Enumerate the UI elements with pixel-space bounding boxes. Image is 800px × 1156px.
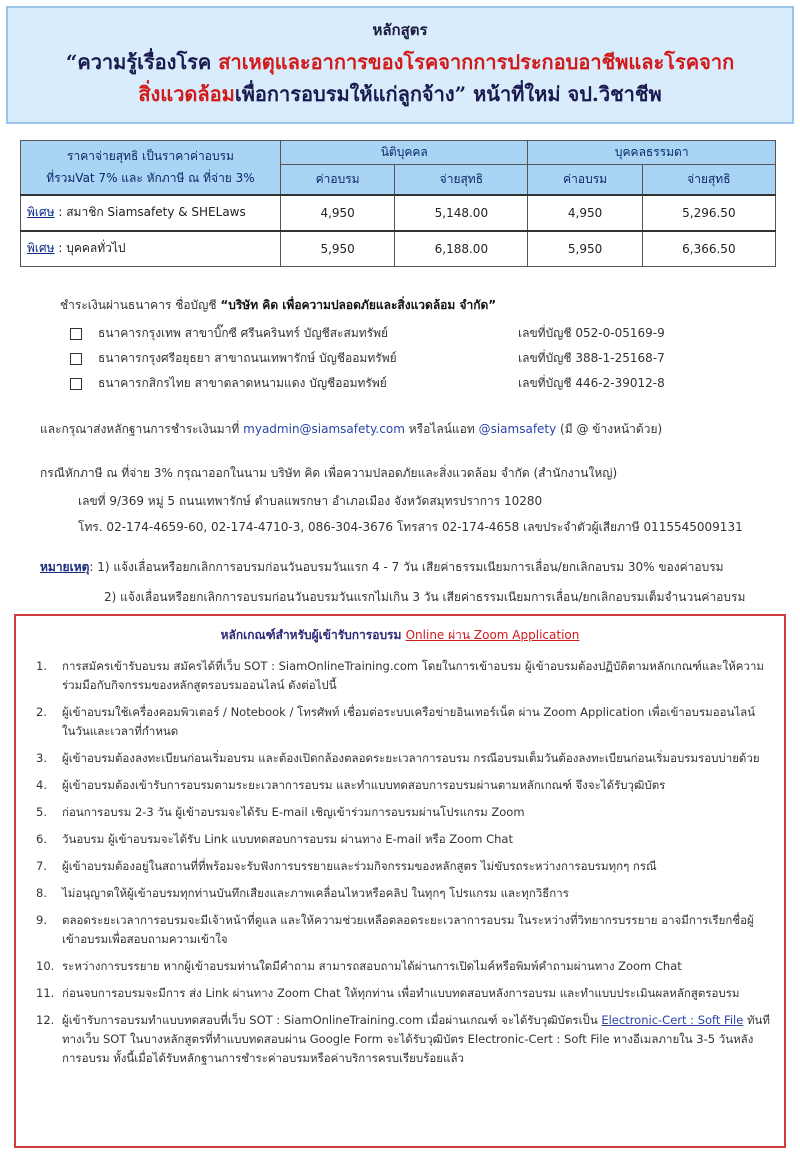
rules-title: [30, 626, 770, 645]
item-text: ก่อนการอบรม 2-3 วัน ผู้เข้าอบรมจะได้รับ E-mail เชิญเข้าร่วมการอบรมผ่านโปรแกรม Zoom: [62, 805, 525, 819]
row-label-text: : บุคคลทั่วไป: [54, 241, 126, 256]
item-text: การสมัครเข้ารับอบรม สมัครได้ที่เว็บ SOT : SiamOnlineTraining.com โดยในการเข้าอบรม ผู้เข้าอบรมต้องปฏิบัติตามหลักเกณฑ์และให้ความร่วมมือกับกิจกรรมของหลักสูตรอบรมออนไลน์ ดังต่อไปนี้: [62, 659, 764, 692]
col-fee: ค่าอบรม: [528, 165, 642, 195]
item-number: 4.: [36, 778, 47, 792]
cell: 5,148.00: [395, 195, 528, 231]
evidence-line: [40, 420, 662, 439]
bank-account: เลขที่บัญชี 388-1-25168-7: [518, 351, 665, 365]
item-text: ก่อนจบการอบรมจะมีการ ส่ง Link ผ่านทาง Zoom Chat ให้ทุกท่าน เพื่อทำแบบทดสอบหลังการอบรม และทำแบบประเมินผลหลักสูตรอบรม: [62, 986, 740, 1000]
list-item: [30, 657, 770, 695]
cell: 6,366.50: [642, 231, 775, 267]
price-note-line2: ที่รวมVat 7% และ หักภาษี ณ ที่จ่าย 3%: [46, 171, 255, 186]
table-row: [21, 231, 776, 267]
col-net: จ่ายสุทธิ: [642, 165, 775, 195]
course-header: [6, 6, 794, 124]
list-item: [30, 803, 770, 822]
item-number: 5.: [36, 805, 47, 819]
list-item: [30, 857, 770, 876]
checkbox-icon: [70, 378, 82, 390]
ecert-link[interactable]: Electronic-Cert : Soft File: [601, 1013, 744, 1027]
item-number: 12.: [36, 1013, 55, 1027]
bank-item: [60, 346, 665, 371]
list-item: [30, 884, 770, 903]
item-number: 2.: [36, 705, 47, 719]
row-label: [21, 195, 281, 231]
checkbox-icon: [70, 328, 82, 340]
online-rules: [14, 614, 786, 1148]
title-part: เพื่อการอบรมให้แก่ลูกจ้าง” หน้าที่ใหม่ จป.วิชาชีพ: [234, 82, 662, 106]
title-part-red: สาเหตุและอาการของโรคจากการประกอบอาชีพและโรคจาก: [218, 50, 735, 74]
bank-account: เลขที่บัญชี 446-2-39012-8: [518, 376, 665, 390]
item-text-part: ผู้เข้ารับการอบรมทำแบบทดสอบที่เว็บ SOT : SiamOnlineTraining.com เมื่อผ่านเกณฑ์ จะได้รับวุฒิบัตรเป็น: [62, 1013, 602, 1027]
checkbox-icon: [70, 353, 82, 365]
item-text: ผู้เข้าอบรมใช้เครื่องคอมพิวเตอร์ / Notebook / โทรศัพท์ เชื่อมต่อระบบเครือข่ายอินเทอร์เน็ต ผ่าน Zoom Application เพื่อเข้าอบรมออนไลน์ ในวันและเวลาที่กำหนด: [62, 705, 756, 738]
account-name: “บริษัท คิด เพื่อความปลอดภัยและสิ่งแวดล้อม จำกัด”: [220, 298, 497, 312]
group-juristic: นิติบุคคล: [281, 141, 528, 165]
list-item: [30, 1011, 770, 1068]
item-text: ผู้เข้าอบรมต้องอยู่ในสถานที่ที่พร้อมจะรับฟังการบรรยายและร่วมกิจกรรมของหลักสูตร ไม่ขับรถระหว่างการอบรมทุกๆ กรณี: [62, 859, 657, 873]
payment-intro: ชำระเงินผ่านธนาคาร ชื่อบัญชี: [60, 298, 221, 312]
tax-contact: โทร. 02-174-4659-60, 02-174-4710-3, 086-304-3676 โทรสาร 02-174-4658 เลขประจำตัวผู้เสียภาษี 0115545009131: [78, 520, 743, 534]
course-title: [8, 46, 792, 110]
item-number: 10.: [36, 959, 55, 973]
cell: 5,950: [528, 231, 642, 267]
rules-title-text: หลักเกณฑ์สำหรับผู้เข้ารับการอบรม: [220, 628, 406, 642]
item-text-part: ทันทีทางเว็บ SOT ในบางหลักสูตรที่ทำแบบทดสอบผ่าน Google Form จะได้รับวุฒิบัตร Electronic-Cert : Soft File ทางอีเมลภายใน 3-5 วันหลังการอบรม ทั้งนี้เมื่อได้รับหลักฐานการชำระค่าอบรมหรือค่าบริการครบเรียบร้อยแล้ว: [62, 1013, 770, 1065]
bank-name: ธนาคารกรุงเทพ สาขาบิ๊กซี ศรีนครินทร์ บัญชีสะสมทรัพย์: [98, 326, 389, 340]
evidence-text: (มี @ ข้างหน้าด้วย): [556, 422, 663, 436]
item-number: 6.: [36, 832, 47, 846]
item-number: 7.: [36, 859, 47, 873]
evidence-text: หรือไลน์แอท: [404, 422, 479, 436]
col-net: จ่ายสุทธิ: [395, 165, 528, 195]
tax-address: เลขที่ 9/369 หมู่ 5 ถนนเทพารักษ์ ตำบลแพรกษา อำเภอเมือง จังหวัดสมุทรปราการ 10280: [78, 494, 543, 508]
bank-name: ธนาคารกรุงศรีอยุธยา สาขาถนนเทพารักษ์ บัญชีออมทรัพย์: [98, 351, 397, 365]
cell: 5,950: [281, 231, 395, 267]
course-label: หลักสูตร: [372, 21, 428, 39]
row-label-text: : สมาชิก Siamsafety & SHELaws: [54, 205, 246, 219]
price-table: [20, 140, 776, 267]
list-item: [30, 703, 770, 741]
item-number: 9.: [36, 913, 47, 927]
item-text: ระหว่างการบรรยาย หากผู้เข้าอบรมท่านใดมีคำถาม สามารถสอบถามได้ผ่านการเปิดไมค์หรือพิมพ์คำถามผ่านทาง Zoom Chat: [62, 959, 682, 973]
list-item: [30, 776, 770, 795]
payment-title: [60, 296, 665, 315]
rules-title-online: Online ผ่าน Zoom Application: [405, 628, 580, 642]
item-text: ผู้เข้าอบรมต้องเข้ารับการอบรมตามระยะเวลาการอบรม และทำแบบทดสอบการอบรมผ่านตามหลักเกณฑ์ จึงจะได้รับวุฒิบัตร: [62, 778, 666, 792]
special-tag: พิเศษ: [27, 241, 55, 256]
list-item: [30, 984, 770, 1003]
bank-item: [60, 321, 665, 346]
item-text: วันอบรม ผู้เข้าอบรมจะได้รับ Link แบบทดสอบการอบรม ผ่านทาง E-mail หรือ Zoom Chat: [62, 832, 513, 846]
remark-text: : 1) แจ้งเลื่อนหรือยกเลิกการอบรมก่อนวันอบรมวันแรก 4 - 7 วัน เสียค่าธรรมเนียมการเลื่อน/ยกเลิกอบรม 30% ของค่าอบรม: [89, 560, 724, 574]
price-note-line1: ราคาจ่ายสุทธิ เป็นราคาค่าอบรม: [67, 149, 234, 164]
bank-account: เลขที่บัญชี 052-0-05169-9: [518, 326, 665, 340]
list-item: [30, 749, 770, 768]
special-tag: พิเศษ: [27, 205, 55, 219]
row-label: [21, 231, 281, 267]
remark-line1: [40, 558, 724, 577]
title-part: “ความรู้เรื่องโรค: [65, 50, 219, 74]
bank-item: [60, 371, 665, 396]
list-item: [30, 957, 770, 976]
list-item: [30, 830, 770, 849]
line-id-link[interactable]: @siamsafety: [478, 422, 557, 436]
evidence-text: และกรุณาส่งหลักฐานการชำระเงินมาที่: [40, 422, 244, 436]
item-number: 11.: [36, 986, 55, 1000]
item-number: 3.: [36, 751, 47, 765]
price-note: [21, 141, 281, 195]
list-item: [30, 911, 770, 949]
table-row: [21, 195, 776, 231]
col-fee: ค่าอบรม: [281, 165, 395, 195]
item-text: ผู้เข้าอบรมต้องลงทะเบียนก่อนเริ่มอบรม และต้องเปิดกล้องตลอดระยะเวลาการอบรม กรณีอบรมเต็มวันต้องลงทะเบียนก่อนเริ่มอบรมรอบบ่ายด้วย: [62, 751, 760, 765]
cell: 5,296.50: [642, 195, 775, 231]
payment-info: [60, 296, 665, 396]
item-number: 8.: [36, 886, 47, 900]
cell: 6,188.00: [395, 231, 528, 267]
item-text: ตลอดระยะเวลาการอบรมจะมีเจ้าหน้าที่ดูแล และให้ความช่วยเหลือตลอดระยะเวลาการอบรม ในระหว่างที่วิทยากรบรรยาย อาจมีการเรียกชื่อผู้เข้าอบรมเพื่อสอบถามความเข้าใจ: [62, 913, 754, 946]
bank-name: ธนาคารกสิกรไทย สาขาตลาดหนามแดง บัญชีออมทรัพย์: [98, 376, 387, 390]
group-individual: บุคคลธรรมดา: [528, 141, 776, 165]
cell: 4,950: [281, 195, 395, 231]
title-part-red: สิ่งแวดล้อม: [138, 82, 235, 106]
item-text: [62, 1011, 770, 1068]
email-link[interactable]: myadmin@siamsafety.com: [243, 422, 405, 436]
item-text: ไม่อนุญาตให้ผู้เข้าอบรมทุกท่านบันทึกเสียงและภาพเคลื่อนไหวหรือคลิป ในทุกๆ โปรแกรม และทุกวิธีการ: [62, 886, 569, 900]
item-number: 1.: [36, 659, 47, 673]
tax-line1: กรณีหักภาษี ณ ที่จ่าย 3% กรุณาออกในนาม บริษัท คิด เพื่อความปลอดภัยและสิ่งแวดล้อม จำกัด (สำนักงานใหญ่): [40, 466, 618, 480]
cell: 4,950: [528, 195, 642, 231]
remark-line2: 2) แจ้งเลื่อนหรือยกเลิกการอบรมก่อนวันอบรมวันแรกไม่เกิน 3 วัน เสียค่าธรรมเนียมการเลื่อน/ยกเลิกอบรมเต็มจำนวนค่าอบรม: [104, 590, 746, 604]
remark-label: หมายเหตุ: [40, 560, 90, 574]
